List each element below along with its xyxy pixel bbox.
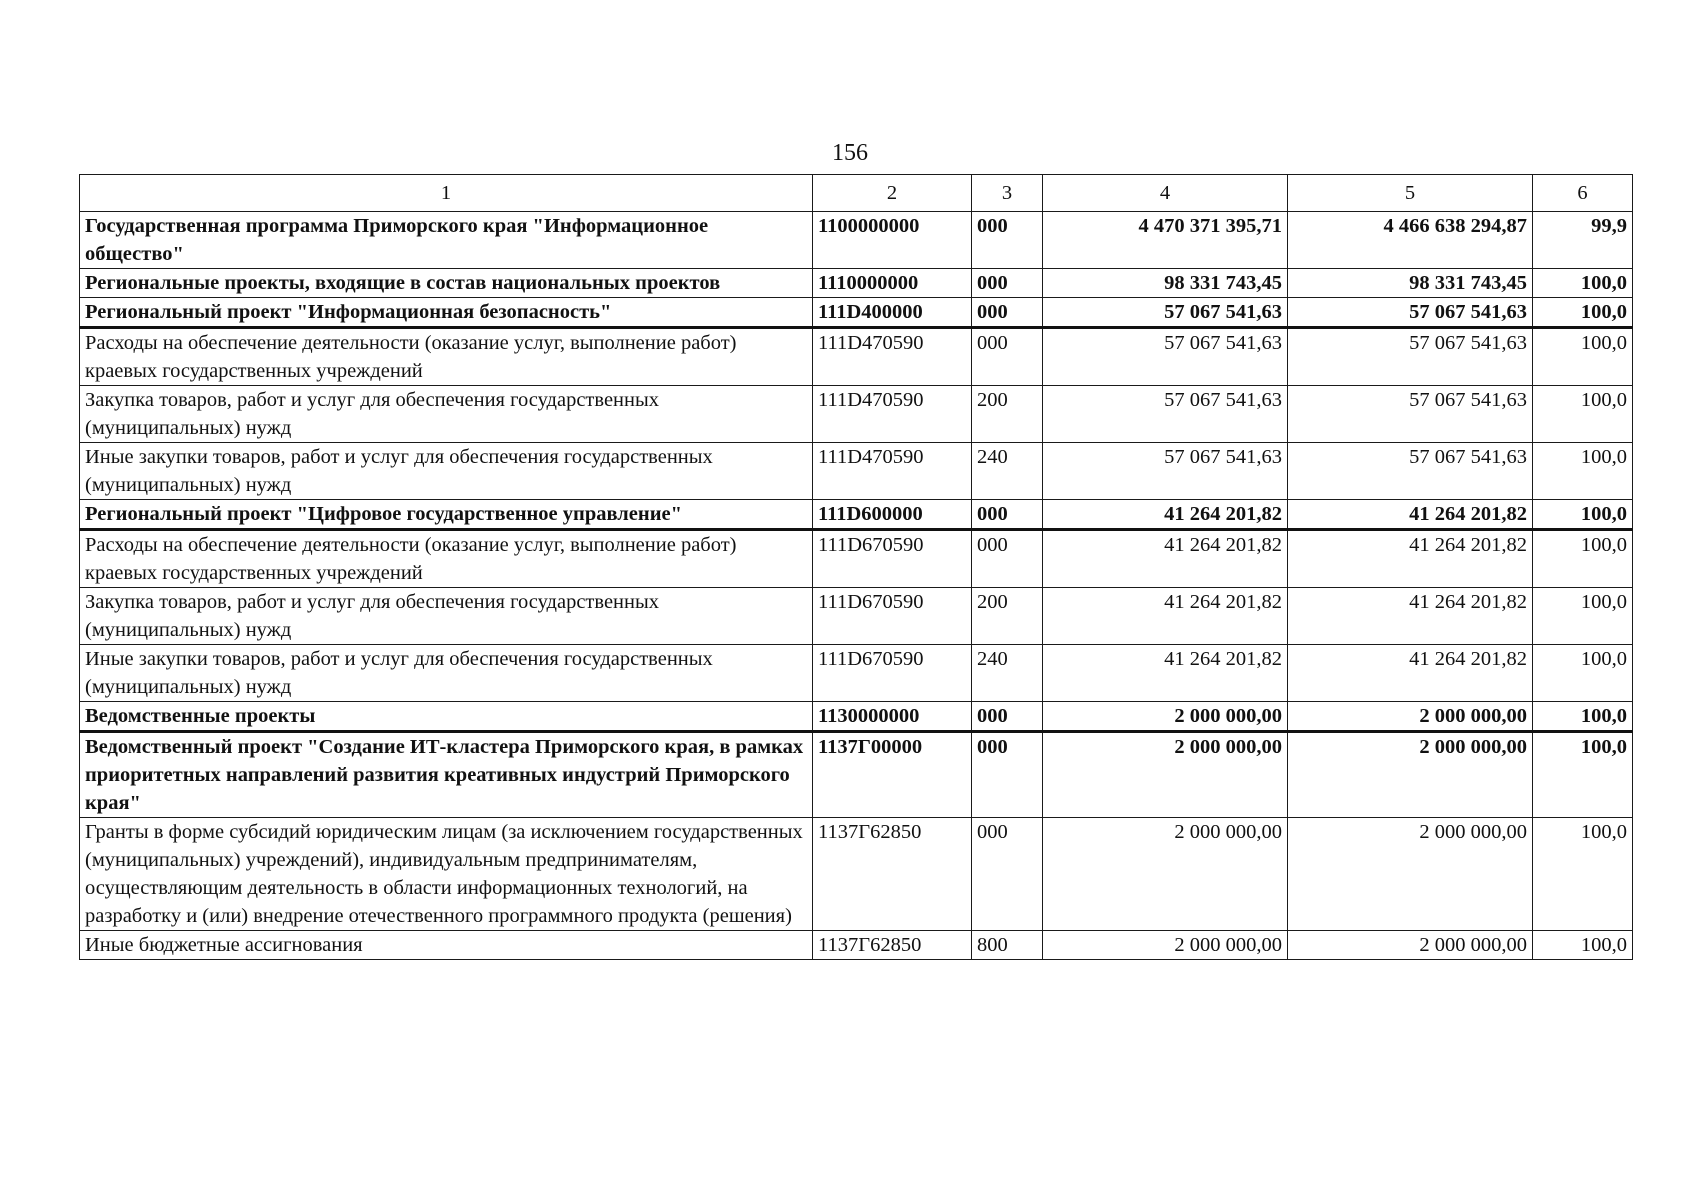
execution-percent-cell: 100,0 bbox=[1533, 298, 1633, 328]
table-row bbox=[80, 386, 1633, 443]
column-header-2: 2 bbox=[813, 175, 972, 212]
planned-amount-cell: 41 264 201,82 bbox=[1043, 500, 1288, 530]
execution-percent-cell: 100,0 bbox=[1533, 269, 1633, 298]
item-name-cell: Государственная программа Приморского края "Информационное общество" bbox=[80, 212, 813, 269]
expense-type-cell: 000 bbox=[972, 530, 1043, 588]
table-row bbox=[80, 530, 1633, 588]
table-row bbox=[80, 732, 1633, 818]
execution-percent-cell: 100,0 bbox=[1533, 931, 1633, 960]
item-name-cell: Ведомственные проекты bbox=[80, 702, 813, 732]
target-code-cell: 111D400000 bbox=[813, 298, 972, 328]
executed-amount-cell: 2 000 000,00 bbox=[1288, 931, 1533, 960]
table-row bbox=[80, 500, 1633, 530]
table-row bbox=[80, 298, 1633, 328]
executed-amount-cell: 41 264 201,82 bbox=[1288, 530, 1533, 588]
item-name-cell: Региональный проект "Информационная безопасность" bbox=[80, 298, 813, 328]
expense-type-cell: 000 bbox=[972, 212, 1043, 269]
execution-percent-cell: 100,0 bbox=[1533, 645, 1633, 702]
target-code-cell: 1137Г00000 bbox=[813, 732, 972, 818]
planned-amount-cell: 41 264 201,82 bbox=[1043, 530, 1288, 588]
target-code-cell: 111D470590 bbox=[813, 443, 972, 500]
item-name-cell: Расходы на обеспечение деятельности (оказание услуг, выполнение работ) краевых государственных учреждений bbox=[80, 328, 813, 386]
column-header-6: 6 bbox=[1533, 175, 1633, 212]
item-name-cell: Иные закупки товаров, работ и услуг для обеспечения государственных (муниципальных) нужд bbox=[80, 645, 813, 702]
planned-amount-cell: 2 000 000,00 bbox=[1043, 931, 1288, 960]
executed-amount-cell: 41 264 201,82 bbox=[1288, 500, 1533, 530]
expense-type-cell: 000 bbox=[972, 500, 1043, 530]
execution-percent-cell: 100,0 bbox=[1533, 588, 1633, 645]
planned-amount-cell: 57 067 541,63 bbox=[1043, 443, 1288, 500]
planned-amount-cell: 41 264 201,82 bbox=[1043, 645, 1288, 702]
target-code-cell: 1137Г62850 bbox=[813, 931, 972, 960]
item-name-cell: Ведомственный проект "Создание ИТ-кластера Приморского края, в рамках приоритетных направлений развития креативных индустрий Приморского края" bbox=[80, 732, 813, 818]
table-row bbox=[80, 931, 1633, 960]
table-row bbox=[80, 328, 1633, 386]
target-code-cell: 111D670590 bbox=[813, 645, 972, 702]
planned-amount-cell: 2 000 000,00 bbox=[1043, 732, 1288, 818]
table-body bbox=[80, 175, 1633, 960]
executed-amount-cell: 2 000 000,00 bbox=[1288, 732, 1533, 818]
execution-percent-cell: 100,0 bbox=[1533, 530, 1633, 588]
planned-amount-cell: 4 470 371 395,71 bbox=[1043, 212, 1288, 269]
page-number: 156 bbox=[832, 140, 868, 166]
expense-type-cell: 240 bbox=[972, 645, 1043, 702]
column-header-5: 5 bbox=[1288, 175, 1533, 212]
column-number-header-row bbox=[80, 175, 1633, 212]
target-code-cell: 111D600000 bbox=[813, 500, 972, 530]
column-header-4: 4 bbox=[1043, 175, 1288, 212]
expense-type-cell: 200 bbox=[972, 386, 1043, 443]
execution-percent-cell: 100,0 bbox=[1533, 500, 1633, 530]
expense-type-cell: 000 bbox=[972, 328, 1043, 386]
item-name-cell: Гранты в форме субсидий юридическим лицам (за исключением государственных (муниципальных) учреждений), индивидуальным предпринимателям, осуществляющим деятельность в области информационных технологий, на разработку и (или) внедрение отечественного программного продукта (решения) bbox=[80, 818, 813, 931]
executed-amount-cell: 41 264 201,82 bbox=[1288, 645, 1533, 702]
execution-percent-cell: 100,0 bbox=[1533, 702, 1633, 732]
execution-percent-cell: 100,0 bbox=[1533, 386, 1633, 443]
table-row bbox=[80, 443, 1633, 500]
executed-amount-cell: 57 067 541,63 bbox=[1288, 386, 1533, 443]
column-header-1: 1 bbox=[80, 175, 813, 212]
table-row bbox=[80, 269, 1633, 298]
expense-type-cell: 800 bbox=[972, 931, 1043, 960]
execution-percent-cell: 99,9 bbox=[1533, 212, 1633, 269]
column-header-3: 3 bbox=[972, 175, 1043, 212]
executed-amount-cell: 57 067 541,63 bbox=[1288, 443, 1533, 500]
item-name-cell: Региональный проект "Цифровое государственное управление" bbox=[80, 500, 813, 530]
table-row bbox=[80, 588, 1633, 645]
expense-type-cell: 240 bbox=[972, 443, 1043, 500]
item-name-cell: Иные бюджетные ассигнования bbox=[80, 931, 813, 960]
target-code-cell: 1130000000 bbox=[813, 702, 972, 732]
expense-type-cell: 000 bbox=[972, 298, 1043, 328]
target-code-cell: 111D670590 bbox=[813, 588, 972, 645]
table-row bbox=[80, 212, 1633, 269]
execution-percent-cell: 100,0 bbox=[1533, 818, 1633, 931]
table-row bbox=[80, 645, 1633, 702]
target-code-cell: 111D470590 bbox=[813, 386, 972, 443]
planned-amount-cell: 57 067 541,63 bbox=[1043, 298, 1288, 328]
item-name-cell: Расходы на обеспечение деятельности (оказание услуг, выполнение работ) краевых государственных учреждений bbox=[80, 530, 813, 588]
execution-percent-cell: 100,0 bbox=[1533, 328, 1633, 386]
executed-amount-cell: 2 000 000,00 bbox=[1288, 702, 1533, 732]
expense-type-cell: 200 bbox=[972, 588, 1043, 645]
executed-amount-cell: 57 067 541,63 bbox=[1288, 328, 1533, 386]
item-name-cell: Закупка товаров, работ и услуг для обеспечения государственных (муниципальных) нужд bbox=[80, 588, 813, 645]
target-code-cell: 111D670590 bbox=[813, 530, 972, 588]
budget-table bbox=[79, 174, 1633, 960]
item-name-cell: Региональные проекты, входящие в состав национальных проектов bbox=[80, 269, 813, 298]
executed-amount-cell: 98 331 743,45 bbox=[1288, 269, 1533, 298]
execution-percent-cell: 100,0 bbox=[1533, 443, 1633, 500]
planned-amount-cell: 57 067 541,63 bbox=[1043, 328, 1288, 386]
planned-amount-cell: 2 000 000,00 bbox=[1043, 818, 1288, 931]
table-row bbox=[80, 818, 1633, 931]
target-code-cell: 111D470590 bbox=[813, 328, 972, 386]
expense-type-cell: 000 bbox=[972, 818, 1043, 931]
table-row bbox=[80, 702, 1633, 732]
expense-type-cell: 000 bbox=[972, 732, 1043, 818]
planned-amount-cell: 41 264 201,82 bbox=[1043, 588, 1288, 645]
expense-type-cell: 000 bbox=[972, 702, 1043, 732]
planned-amount-cell: 57 067 541,63 bbox=[1043, 386, 1288, 443]
target-code-cell: 1137Г62850 bbox=[813, 818, 972, 931]
planned-amount-cell: 2 000 000,00 bbox=[1043, 702, 1288, 732]
target-code-cell: 1100000000 bbox=[813, 212, 972, 269]
executed-amount-cell: 41 264 201,82 bbox=[1288, 588, 1533, 645]
expense-type-cell: 000 bbox=[972, 269, 1043, 298]
item-name-cell: Закупка товаров, работ и услуг для обеспечения государственных (муниципальных) нужд bbox=[80, 386, 813, 443]
executed-amount-cell: 4 466 638 294,87 bbox=[1288, 212, 1533, 269]
target-code-cell: 1110000000 bbox=[813, 269, 972, 298]
planned-amount-cell: 98 331 743,45 bbox=[1043, 269, 1288, 298]
executed-amount-cell: 57 067 541,63 bbox=[1288, 298, 1533, 328]
item-name-cell: Иные закупки товаров, работ и услуг для обеспечения государственных (муниципальных) нужд bbox=[80, 443, 813, 500]
executed-amount-cell: 2 000 000,00 bbox=[1288, 818, 1533, 931]
execution-percent-cell: 100,0 bbox=[1533, 732, 1633, 818]
